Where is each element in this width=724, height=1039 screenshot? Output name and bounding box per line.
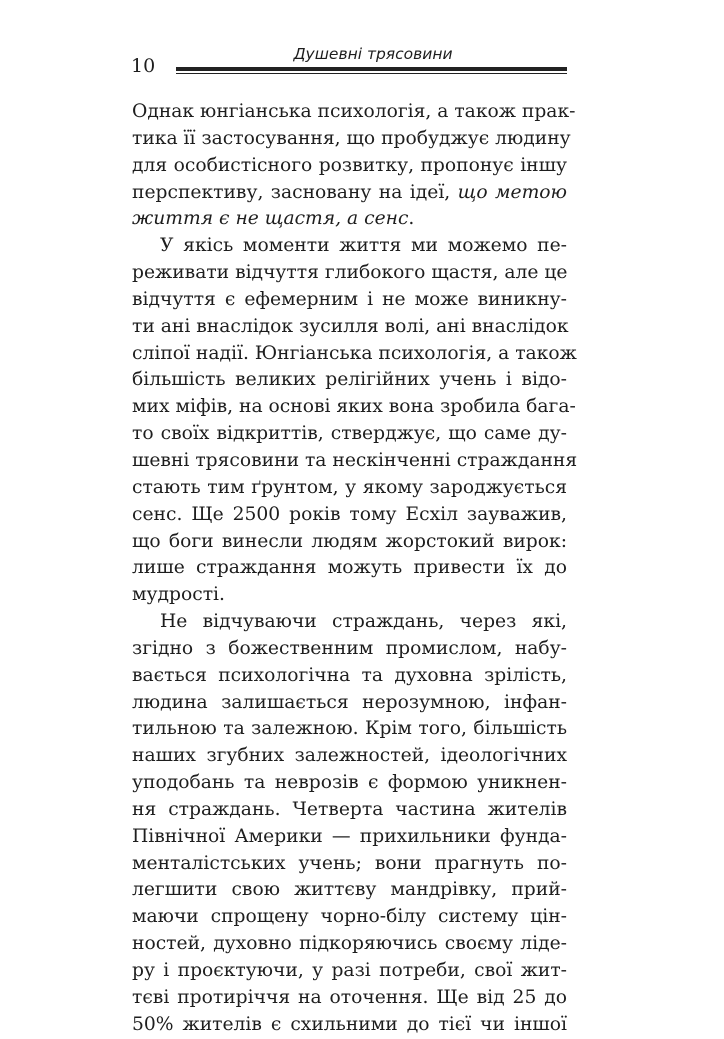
text-line: вається психологічна та духовна зрілість, [132,664,567,686]
text-line: наших згубних залежностей, ідеологічних [132,745,567,767]
text-line: людина залишається нерозумною, інфан- [132,691,567,713]
text-line: ру і проєктуючи, у разі потреби, свої жит- [132,960,567,981]
text-line: ностей, духовно підкоряючись своєму ліде- [132,933,567,955]
text-line: лише страждання можуть привести їх до [132,557,567,579]
text-line [132,180,567,207]
italic-phrase: життя є не щастя, а сенс [132,208,409,230]
text-line: шевні трясовини та нескінченні страждання [132,449,578,471]
text-line: ня страждань. Четверта частина жителів [132,798,567,820]
text-segment: . [408,208,415,230]
text-line: сенс. Ще 2500 років тому Есхіл зауважив, [132,503,567,525]
text-line: уподобань та неврозів є формою уникнен- [132,772,567,794]
text-line: тєві протиріччя на оточення. Ще від 25 до [132,986,567,1008]
text-line: Однак юнгіанська психологія, а також прак- [132,101,576,122]
text-line: легшити свою життєву мандрівку, прий- [132,879,567,901]
text-line: стають тим ґрунтом, у якому зароджується [132,476,567,498]
body-text [132,99,578,1039]
header-rule-thin [176,73,567,74]
text-line: тильною та залежною. Крім того, більшість [132,718,567,740]
text-segment: перспективу, засновану на ідеї, [132,181,451,203]
text-line: мудрості. [132,584,225,606]
text-line: відчуття є ефемерним і не може виникну- [132,288,567,310]
text-line: сліпої надії. Юнгіанська психологія, а також [132,342,577,364]
text-line: мих міфів, на основі яких вона зробила бага- [132,396,576,418]
text-line: реживати відчуття глибокого щастя, але це [132,262,568,284]
page-number: 10 [131,55,156,77]
text-line: ти ані внаслідок зусилля волі, ані внаслідок [132,315,569,337]
text-line: що боги винесли людям жорстокий вирок: [132,530,567,552]
text-line: тика її застосування, що пробуджує людину [132,127,571,149]
text-line: менталістських учень; вони прагнуть по- [132,852,567,874]
text-line: для особистісного розвитку, пропонує іншу [132,154,567,176]
running-title: Душевні трясовини [293,45,453,63]
header-rule-thick [176,67,567,71]
text-line: більшість великих релігійних учень і відо- [132,369,567,391]
text-line: то своїх відкриттів, стверджує, що саме ду- [132,423,567,445]
text-line: Північної Америки — прихильники фунда- [132,825,567,847]
text-line [132,206,567,233]
text-line: маючи спрощену чорно-білу систему цін- [132,906,567,928]
text-line: згідно з божественним промислом, набу- [132,637,567,659]
text-line: У якісь моменти життя ми можемо пе- [160,235,567,257]
italic-phrase: що метою [457,181,568,203]
text-line: Не відчуваючи страждань, через які, [160,611,567,633]
text-line: 50% жителів є схильними до тієї чи іншої [132,1013,567,1035]
